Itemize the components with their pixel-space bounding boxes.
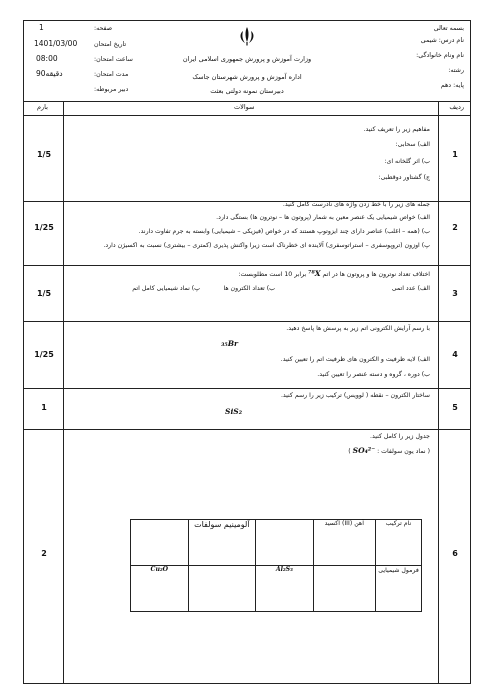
- basmala: بسمه تعالی: [433, 25, 464, 32]
- table-row-head-formula: فرمول شیمیایی: [376, 566, 422, 612]
- element-symbol: ₃₅Br: [221, 339, 238, 348]
- exam-frame: [23, 20, 471, 684]
- question-note: [348, 446, 430, 455]
- question-number: 4: [452, 350, 458, 359]
- column-row: ردیف: [449, 103, 464, 111]
- sulfate-ion-formula: SO₄²⁻: [352, 446, 376, 455]
- question-note-end: ): [348, 448, 351, 455]
- exam-time-label: ساعت امتحان:: [94, 56, 133, 63]
- question-text: ب) دوره ، گروه و دسته عنصر را تعیین کنید.: [317, 371, 430, 378]
- question-text: الف) خواص شیمیایی یک عنصر معین به شمار (پروتون ها – نوترون ها) بستگی دارد.: [216, 214, 430, 221]
- exam-date-value: 1401/03/00: [34, 39, 78, 48]
- grade-label: پایه: دهم: [440, 82, 464, 89]
- question-text: جمله های زیر را با خط زدن واژه های نادرست کامل کنید.: [282, 201, 430, 208]
- question-score: 1/25: [34, 223, 54, 232]
- education-office-title: اداره آموزش و پرورش شهرستان جاسک: [192, 73, 302, 81]
- question-text: پ) اوزون (تروپوسفری – استراتوسفری) آلاینده ای خطرناک است زیرا واکنش پذیری (کمتری – بیشتری) نسبت به اکسیژن دارد.: [103, 242, 430, 249]
- iran-emblem-icon: [236, 25, 258, 47]
- score-column-divider: [63, 101, 64, 683]
- exam-time-value: 08:00: [36, 54, 58, 63]
- question-score: 1: [41, 403, 47, 412]
- question-number: 2: [452, 223, 458, 232]
- exam-date-label: تاریخ امتحان: [94, 41, 127, 48]
- question-score: 1/5: [36, 289, 52, 298]
- question-part: پ) نماد شیمیایی کامل اتم: [132, 285, 200, 292]
- row-divider: [24, 388, 470, 389]
- table-cell-empty: [188, 566, 256, 612]
- question-text: الف) لایه ظرفیت و الکترون های ظرفیت اتم را تعیین کنید.: [280, 356, 430, 363]
- school-title: دبیرستان نمونه دولتی بعثت: [210, 87, 284, 95]
- question-score: 1/5: [36, 150, 52, 159]
- table-col-aluminium-sulfate: آلومینیم سولفات: [188, 520, 256, 566]
- question-text: ب) اثر گلخانه ای:: [384, 158, 430, 165]
- question-text: مفاهیم زیر را تعریف کنید.: [363, 126, 430, 133]
- exam-duration-value: 90دقیقه: [36, 69, 63, 78]
- question-text: جدول زیر را کامل کنید.: [370, 433, 430, 440]
- question-intro-end: برابر 10 است مطلوبست:: [238, 271, 307, 278]
- page-label: صفحه:: [94, 25, 113, 32]
- table-cell-al2s3: Al₂S₃: [256, 566, 313, 612]
- row-divider: [24, 429, 470, 430]
- teacher-label: دبیر مربوطه:: [94, 86, 129, 93]
- table-col-iron-oxide: آهن (III) اکسید: [313, 520, 375, 566]
- page-value: 1: [39, 23, 44, 32]
- exam-header: [24, 21, 470, 102]
- exam-duration-label: مدت امتحان:: [94, 71, 129, 78]
- question-text: ج) گشتاور دوقطبی:: [378, 174, 430, 181]
- question-part: ب) تعداد الکترون ها: [223, 285, 275, 292]
- question-text: ساختار الکترون – نقطه ( لوویس) ترکیب زیر را رسم کنید.: [280, 392, 430, 399]
- question-text: با رسم آرایش الکترونی اتم زیر به پرسش ها پاسخ دهید.: [286, 325, 430, 332]
- table-cell-empty: [313, 566, 375, 612]
- question-note-text: ( نماد یون سولفات :: [377, 448, 430, 455]
- question-number: 5: [452, 403, 458, 412]
- ministry-title: وزارت آموزش و پرورش جمهوری اسلامی ایران: [182, 55, 312, 63]
- question-text: [238, 269, 430, 278]
- question-number: 1: [452, 150, 458, 159]
- question-score: 2: [41, 549, 47, 558]
- questions-table-header: [24, 101, 470, 116]
- compound-formula: SiS₂: [225, 407, 242, 416]
- question-number: 3: [452, 289, 458, 298]
- question-part: الف) عدد اتمی: [391, 285, 430, 292]
- element-symbol: ⁷⁸X: [308, 269, 321, 278]
- student-name-label: نام ونام خانوادگی:: [416, 52, 464, 59]
- row-divider: [24, 321, 470, 322]
- column-questions: سوالات: [234, 103, 255, 111]
- course-label: نام درس: شیمی: [420, 37, 464, 44]
- row-divider: [24, 265, 470, 266]
- field-label: رشته:: [448, 67, 464, 74]
- compound-table: [130, 519, 422, 612]
- table-cell-empty: [131, 520, 189, 566]
- row-column-divider: [438, 101, 439, 683]
- question-text: ب) (همه – اغلب) عناصر دارای چند ایزوتوپ هستند که در خواص (فیزیکی – شیمیایی) وابسته به جرم تفاوت دارند.: [138, 228, 430, 235]
- question-score: 1/25: [34, 350, 54, 359]
- question-number: 6: [452, 549, 458, 558]
- table-cell-empty: [256, 520, 313, 566]
- table-cell-cu2o: Cu₂O: [131, 566, 189, 612]
- question-intro: اختلاف تعداد نوترون ها و پروتون ها در اتم: [322, 271, 430, 278]
- question-text: الف) سحابی:: [395, 141, 430, 148]
- table-row-head-name: نام ترکیب: [376, 520, 422, 566]
- column-score: بارم: [37, 103, 48, 111]
